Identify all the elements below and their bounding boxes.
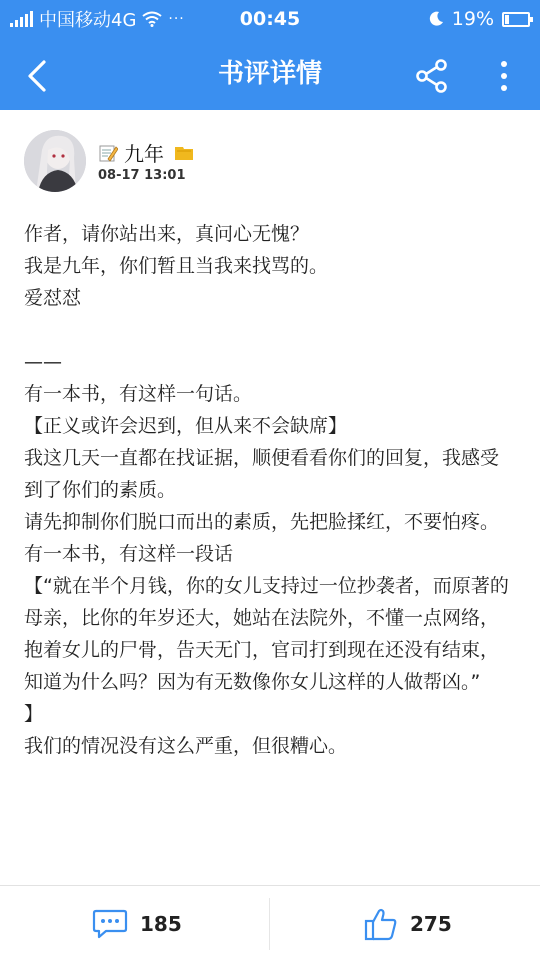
content-paragraph: 我这几天一直都在找证据，顺便看看你们的回复，我感受到了你们的素质。 xyxy=(24,447,500,501)
bottom-bar xyxy=(0,885,540,960)
bottom-divider xyxy=(269,898,270,950)
back-icon[interactable] xyxy=(18,56,58,96)
content-paragraph: 【“就在半个月钱，你的女儿支持过一位抄袭者，而原著的母亲，比你的年岁还大，她站在法院外，不懂一点网络，抱着女儿的尸骨，告天无门，官司打到现在还没有结束，知道为什么吗？因为有无数像你女儿这样的人做帮凶。” xyxy=(24,575,509,693)
battery-level xyxy=(505,15,509,24)
content-paragraph: —— xyxy=(24,351,62,373)
comment-icon xyxy=(92,908,128,940)
content-paragraph: 有一本书，有这样一段话 xyxy=(24,543,234,565)
status-left xyxy=(10,0,185,38)
content-paragraph: 作者，请你站出来，真问心无愧？ xyxy=(24,223,310,245)
author-name-row xyxy=(98,138,194,167)
content-paragraph: 】 xyxy=(24,703,44,725)
content-paragraph: 请先抑制你们脱口而出的素质，先把脸揉红，不要怕疼。 xyxy=(24,511,500,533)
avatar[interactable] xyxy=(24,130,86,192)
content-paragraph: 有一本书，有这样一句话。 xyxy=(24,383,253,405)
status-time: 00:45 xyxy=(239,8,301,30)
app-header xyxy=(0,0,540,110)
content-paragraph: 【正义或许会迟到，但从来不会缺席】 xyxy=(24,415,348,437)
vip-badge-icon xyxy=(174,145,194,161)
memo-icon xyxy=(98,143,118,163)
more-icon[interactable] xyxy=(486,56,522,96)
author-row xyxy=(24,130,514,194)
battery-icon xyxy=(502,12,530,27)
thumbs-up-icon xyxy=(364,907,398,941)
comment-button[interactable] xyxy=(92,886,182,960)
content-paragraph xyxy=(24,314,514,346)
battery-percent: 19% xyxy=(451,8,494,30)
status-right xyxy=(428,0,530,38)
status-dots: ··· xyxy=(168,11,185,27)
carrier-label: 中国移动4G xyxy=(39,10,137,31)
like-count: 275 xyxy=(410,911,452,936)
page-title: 书评详情 xyxy=(217,59,322,89)
content-paragraph: 我们的情况没有这么严重，但很糟心。 xyxy=(24,735,348,757)
moon-icon xyxy=(428,11,444,27)
content-paragraph: 爱怼怼 xyxy=(24,287,82,309)
status-bar xyxy=(0,0,540,38)
review-content xyxy=(24,218,514,762)
wifi-icon xyxy=(142,11,162,27)
signal-icon xyxy=(10,11,33,27)
like-button[interactable] xyxy=(364,886,452,960)
author-name[interactable]: 九年 xyxy=(124,142,164,166)
post-time: 08-17 13:01 xyxy=(98,168,186,183)
comment-count: 185 xyxy=(140,911,182,936)
share-icon[interactable] xyxy=(412,56,452,96)
content-paragraph: 我是九年，你们暂且当我来找骂的。 xyxy=(24,255,329,277)
avatar-image xyxy=(24,130,86,192)
nav-bar xyxy=(0,38,540,110)
